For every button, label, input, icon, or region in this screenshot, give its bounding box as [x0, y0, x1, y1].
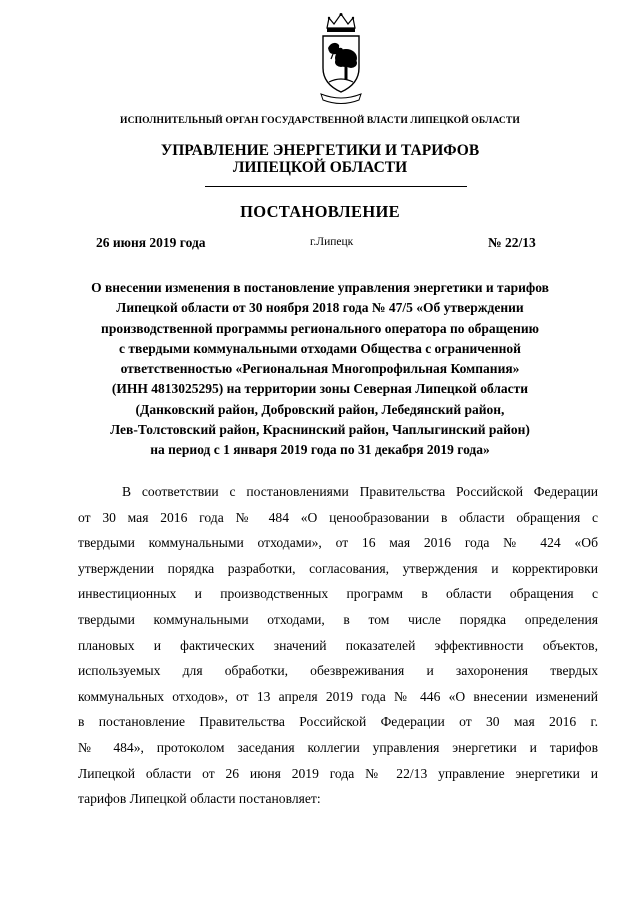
body-line: твердыми коммунальными отходами, в том числе порядка определения	[78, 611, 598, 627]
title-line: О внесении изменения в постановление управления энергетики и тарифов	[91, 280, 549, 295]
document-body	[78, 479, 598, 812]
department-name-line: УПРАВЛЕНИЕ ЭНЕРГЕТИКИ И ТАРИФОВ	[160, 142, 480, 159]
document-number: № 22/13	[488, 235, 536, 250]
title-line: на период с 1 января 2019 года по 31 декабря 2019 года»	[150, 442, 490, 458]
body-line: № 484», протоколом заседания коллегии управления энергетики и тарифов	[78, 739, 598, 755]
document-city: г.Липецк	[310, 236, 354, 248]
body-line: утверждении порядка разработки, согласования, утверждения и корректировки	[78, 560, 598, 576]
body-line: плановых и фактических значений показателей эффективности объектов,	[78, 637, 598, 653]
body-line: В соответствии с постановлениями Правительства Российской Федерации	[122, 484, 598, 499]
department-name-line: ЛИПЕЦКОЙ ОБЛАСТИ	[232, 159, 408, 176]
coat-of-arms-icon	[319, 12, 363, 110]
title-line: (ИНН 4813025295) на территории зоны Северная Липецкой области	[111, 381, 529, 397]
title-line: Липецкой области от 30 ноября 2018 года № 47/5 «Об утверждении	[116, 300, 524, 316]
title-line: Лев-Толстовский район, Краснинский район, Чаплыгинский район)	[110, 422, 530, 438]
body-line: в постановление Правительства Российской Федерации от 30 мая 2016 г.	[78, 714, 598, 730]
body-line: Липецкой области от 26 июня 2019 года № 22/13 управление энергетики и	[78, 765, 598, 781]
body-line: твердыми коммунальными отходами», от 16 мая 2016 года № 424 «Об	[78, 535, 598, 551]
title-line: ответственностью «Региональная Многопрофильная Компания»	[120, 361, 520, 377]
issuing-authority: ИСПОЛНИТЕЛЬНЫЙ ОРГАН ГОСУДАРСТВЕННОЙ ВЛАСТИ ЛИПЕЦКОЙ ОБЛАСТИ	[120, 115, 520, 126]
body-line: от 30 мая 2016 года № 484 «О ценообразовании в области обращения с	[78, 509, 598, 525]
title-line: производственной программы регионального оператора по обращению	[101, 320, 539, 336]
document-title	[0, 278, 640, 461]
title-line: с твердыми коммунальными отходами Общества с ограниченной	[119, 340, 521, 356]
document-date: 26 июня 2019 года	[96, 235, 206, 250]
body-line: коммунальных отходов», от 13 апреля 2019 года № 446 «О внесении изменений	[78, 688, 598, 704]
title-line: (Данковский район, Добровский район, Лебедянский район,	[135, 401, 505, 417]
department-name	[0, 142, 640, 176]
body-line: тарифов Липецкой области постановляет:	[78, 791, 321, 807]
body-line: используемых для обработки, обезвреживания и захоронения твердых	[78, 663, 598, 679]
body-line: инвестиционных и производственных программ в области обращения с	[78, 586, 598, 602]
header-divider	[205, 186, 467, 187]
document-type: ПОСТАНОВЛЕНИЕ	[240, 202, 400, 221]
